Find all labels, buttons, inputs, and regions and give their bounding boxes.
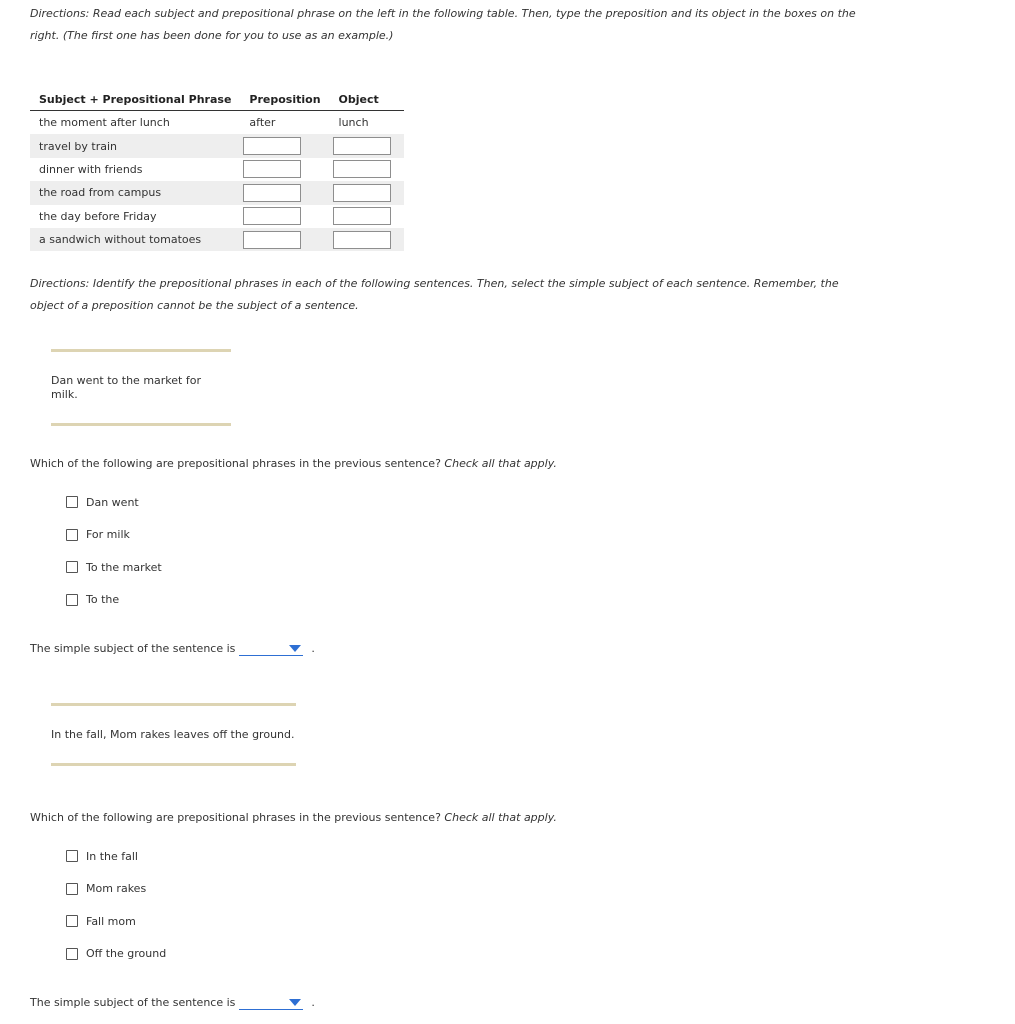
option-label: Mom rakes xyxy=(86,882,147,896)
sentence-block-1 xyxy=(51,349,231,426)
option-label: Dan went xyxy=(86,495,139,509)
sentence-rule-top xyxy=(51,349,231,352)
checkbox[interactable] xyxy=(66,529,78,541)
header-object: Object xyxy=(330,89,404,111)
subject-label: The simple subject of the sentence is xyxy=(30,996,236,1009)
phrase-cell: the moment after lunch xyxy=(39,116,170,130)
option-item[interactable] xyxy=(66,486,162,519)
header-preposition: Preposition xyxy=(240,89,329,111)
options-2 xyxy=(66,840,166,970)
preposition-input[interactable] xyxy=(243,137,301,155)
question-1 xyxy=(30,457,557,470)
table-row xyxy=(30,205,404,228)
question-text: Which of the following are prepositional phrases in the previous sentence? xyxy=(30,811,441,824)
checkbox[interactable] xyxy=(66,948,78,960)
sentence-rule-top xyxy=(51,703,296,706)
checkbox[interactable] xyxy=(66,915,78,927)
object-input[interactable] xyxy=(333,184,391,202)
option-item[interactable] xyxy=(66,551,162,584)
object-input[interactable] xyxy=(333,207,391,225)
checkbox[interactable] xyxy=(66,561,78,573)
phrase-cell: dinner with friends xyxy=(39,162,143,176)
directions-table: Directions: Read each subject and prepositional phrase on the left in the following table. Then, type the preposition and its object in the boxes on the right. (The first one has been done for you to use as an example.) xyxy=(30,7,856,42)
preposition-input[interactable] xyxy=(243,207,301,225)
option-item[interactable] xyxy=(66,905,166,938)
sentence-text: Dan went to the market for milk. xyxy=(51,374,201,401)
option-label: In the fall xyxy=(86,849,138,863)
object-input[interactable] xyxy=(333,231,391,249)
question-hint: Check all that apply. xyxy=(444,811,557,824)
sentence-text: In the fall, Mom rakes leaves off the ground. xyxy=(51,728,295,741)
table-row xyxy=(30,228,404,251)
preposition-input[interactable] xyxy=(243,231,301,249)
preposition-cell: after xyxy=(249,116,276,130)
option-item[interactable] xyxy=(66,938,166,971)
checkbox[interactable] xyxy=(66,594,78,606)
option-label: To the xyxy=(86,593,120,607)
question-text: Which of the following are prepositional phrases in the previous sentence? xyxy=(30,457,441,470)
object-cell: lunch xyxy=(338,116,369,130)
subject-line-2 xyxy=(30,995,315,1010)
subject-dropdown[interactable] xyxy=(239,995,303,1010)
option-item[interactable] xyxy=(66,840,166,873)
option-item[interactable] xyxy=(66,519,162,552)
period: . xyxy=(311,642,315,655)
header-phrase: Subject + Prepositional Phrase xyxy=(30,89,240,111)
option-label: For milk xyxy=(86,528,130,542)
sentence-block-2 xyxy=(51,703,296,766)
checkbox[interactable] xyxy=(66,496,78,508)
question-hint: Check all that apply. xyxy=(444,457,557,470)
options-1 xyxy=(66,486,162,616)
preposition-table xyxy=(30,89,404,251)
table-row xyxy=(30,134,404,157)
option-item[interactable] xyxy=(66,873,166,906)
checkbox[interactable] xyxy=(66,850,78,862)
option-label: To the market xyxy=(86,560,162,574)
preposition-input[interactable] xyxy=(243,160,301,178)
option-label: Fall mom xyxy=(86,914,136,928)
phrase-cell: travel by train xyxy=(30,134,240,157)
option-item[interactable] xyxy=(66,584,162,617)
table-row xyxy=(30,158,404,181)
subject-dropdown[interactable] xyxy=(239,641,303,656)
sentence-rule-bottom xyxy=(51,423,231,426)
table-row xyxy=(30,181,404,204)
phrase-cell: a sandwich without tomatoes xyxy=(30,228,240,251)
object-input[interactable] xyxy=(333,160,391,178)
question-2 xyxy=(30,811,557,824)
sentence-rule-bottom xyxy=(51,763,296,766)
directions-sentences: Directions: Identify the prepositional phrases in each of the following sentences. Then, select the simple subject of each sentence. Remember, the object of a preposition cannot be the subject of a sentence. xyxy=(30,277,839,312)
period: . xyxy=(311,996,315,1009)
table-row-example xyxy=(30,111,404,135)
chevron-down-icon xyxy=(289,645,301,652)
preposition-input[interactable] xyxy=(243,184,301,202)
chevron-down-icon xyxy=(289,999,301,1006)
subject-line-1 xyxy=(30,641,315,656)
subject-label: The simple subject of the sentence is xyxy=(30,642,236,655)
checkbox[interactable] xyxy=(66,883,78,895)
phrase-cell: the road from campus xyxy=(30,181,240,204)
option-label: Off the ground xyxy=(86,947,167,961)
object-input[interactable] xyxy=(333,137,391,155)
phrase-cell: the day before Friday xyxy=(39,209,157,223)
